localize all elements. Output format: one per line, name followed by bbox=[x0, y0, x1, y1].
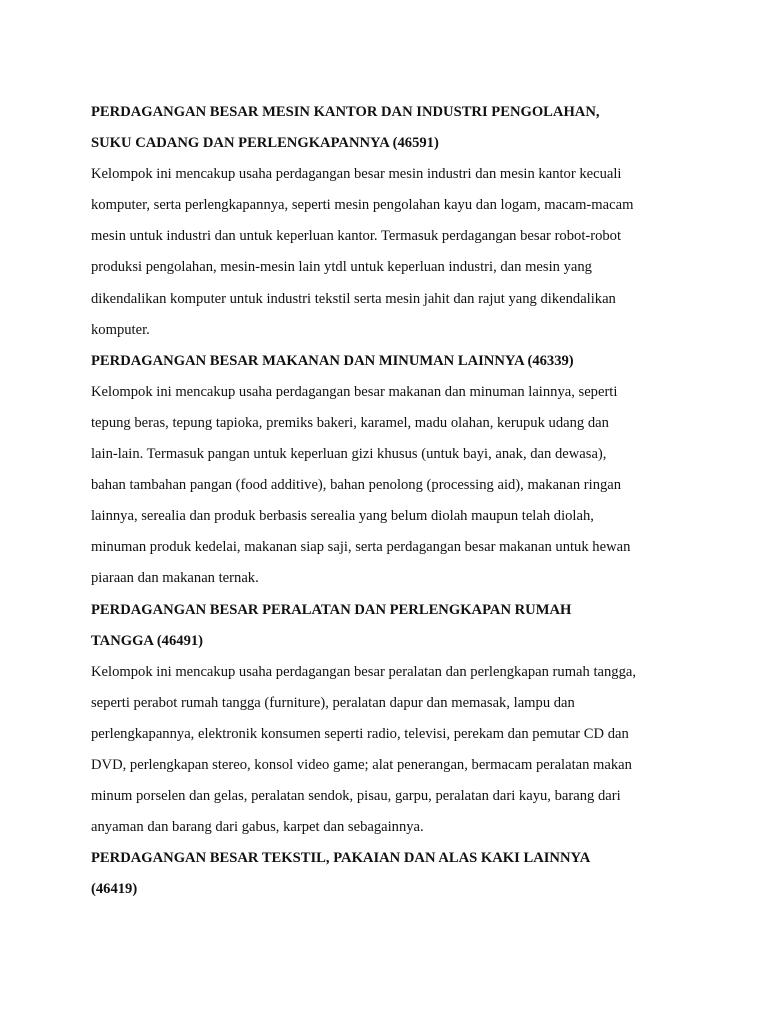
section-paragraph bbox=[91, 657, 691, 844]
paragraph-line: lainnya, serealia dan produk berbasis serealia yang belum diolah maupun telah diolah, bbox=[91, 508, 594, 525]
document-content bbox=[91, 97, 691, 905]
section-heading bbox=[91, 595, 691, 657]
paragraph-line: lain-lain. Termasuk pangan untuk keperluan gizi khusus (untuk bayi, anak, dan dewasa), bbox=[91, 446, 607, 463]
section-paragraph bbox=[91, 159, 691, 346]
paragraph-line: piaraan dan makanan ternak. bbox=[91, 570, 259, 587]
heading-line: SUKU CADANG DAN PERLENGKAPANNYA (46591) bbox=[91, 135, 439, 152]
heading-line: TANGGA (46491) bbox=[91, 632, 204, 649]
paragraph-line: Kelompok ini mencakup usaha perdagangan besar peralatan dan perlengkapan rumah tangga, bbox=[91, 663, 637, 680]
paragraph-line: minum porselen dan gelas, peralatan sendok, pisau, garpu, peralatan dari kayu, barang dari bbox=[91, 788, 621, 805]
paragraph-line: anyaman dan barang dari gabus, karpet dan sebagainnya. bbox=[91, 819, 424, 836]
paragraph-line: perlengkapannya, elektronik konsumen seperti radio, televisi, perekam dan pemutar CD dan bbox=[91, 725, 629, 742]
heading-line: PERDAGANGAN BESAR TEKSTIL, PAKAIAN DAN ALAS KAKI LAINNYA bbox=[91, 850, 591, 867]
paragraph-line: dikendalikan komputer untuk industri tekstil serta mesin jahit dan rajut yang dikendalikan bbox=[91, 290, 616, 307]
paragraph-line: Kelompok ini mencakup usaha perdagangan besar makanan dan minuman lainnya, seperti bbox=[91, 383, 618, 400]
paragraph-line: komputer, serta perlengkapannya, seperti mesin pengolahan kayu dan logam, macam-macam bbox=[91, 197, 634, 214]
heading-line: PERDAGANGAN BESAR MESIN KANTOR DAN INDUSTRI PENGOLAHAN, bbox=[91, 104, 600, 120]
section-heading bbox=[91, 843, 691, 905]
paragraph-line: DVD, perlengkapan stereo, konsol video game; alat penerangan, bermacam peralatan makan bbox=[91, 756, 632, 773]
paragraph-line: minuman produk kedelai, makanan siap saji, serta perdagangan besar makanan untuk hewan bbox=[91, 539, 631, 556]
paragraph-line: Kelompok ini mencakup usaha perdagangan besar mesin industri dan mesin kantor kecuali bbox=[91, 166, 622, 183]
heading-line: (46419) bbox=[91, 881, 138, 898]
section-paragraph bbox=[91, 377, 691, 595]
paragraph-line: tepung beras, tepung tapioka, premiks bakeri, karamel, madu olahan, kerupuk udang dan bbox=[91, 414, 609, 431]
heading-line: PERDAGANGAN BESAR MAKANAN DAN MINUMAN LAINNYA (46339) bbox=[91, 352, 574, 369]
section-heading bbox=[91, 97, 691, 159]
heading-line: PERDAGANGAN BESAR PERALATAN DAN PERLENGKAPAN RUMAH bbox=[91, 601, 572, 618]
paragraph-line: mesin untuk industri dan untuk keperluan kantor. Termasuk perdagangan besar robot-robot bbox=[91, 228, 622, 245]
paragraph-line: komputer. bbox=[91, 321, 150, 338]
section-heading bbox=[91, 346, 691, 377]
paragraph-line: bahan tambahan pangan (food additive), bahan penolong (processing aid), makanan ringan bbox=[91, 477, 622, 494]
paragraph-line: produksi pengolahan, mesin-mesin lain ytdl untuk keperluan industri, dan mesin yang bbox=[91, 259, 592, 276]
paragraph-line: seperti perabot rumah tangga (furniture), peralatan dapur dan memasak, lampu dan bbox=[91, 694, 575, 711]
